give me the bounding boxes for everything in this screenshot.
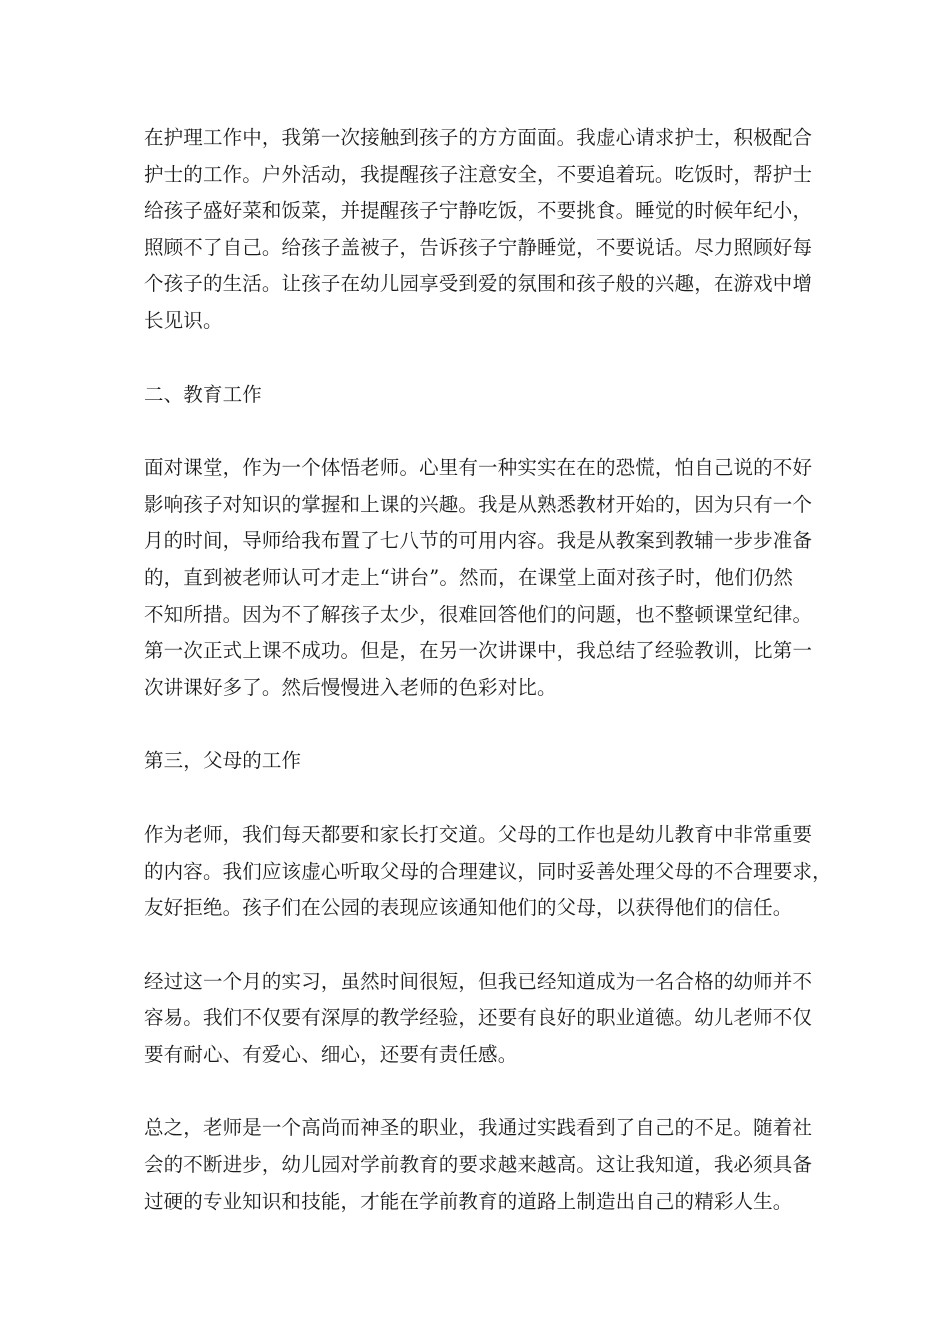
- paragraph-gap: [144, 340, 820, 377]
- paragraph-internship-reflection: [144, 964, 820, 1074]
- paragraph-parents-work: [144, 817, 832, 927]
- text-line: 总之，老师是一个高尚而神圣的职业，我通过实践看到了自己的不足。随着社: [144, 1116, 813, 1140]
- text-line: 影响孩子对知识的掌握和上课的兴趣。我是从熟悉教材开始的，因为只有一个: [144, 492, 813, 516]
- paragraph-gap: [144, 706, 820, 743]
- text-line: 要有耐心、有爱心、细心，还要有责任感。: [144, 1042, 518, 1066]
- text-line: 友好拒绝。孩子们在公园的表现应该通知他们的父母，以获得他们的信任。: [144, 896, 793, 920]
- text-line: 经过这一个月的实习，虽然时间很短，但我已经知道成为一名合格的幼师并不: [144, 969, 813, 993]
- text-line: 过硬的专业知识和技能，才能在学前教育的道路上制造出自己的精彩人生。: [144, 1189, 793, 1213]
- paragraph-gap: [144, 413, 820, 450]
- text-line: 会的不断进步，幼儿园对学前教育的要求越来越高。这让我知道，我必须具备: [144, 1153, 813, 1177]
- section-heading-parents: [144, 743, 820, 780]
- paragraph-gap: [144, 780, 820, 817]
- text-line: 作为老师，我们每天都要和家长打交道。父母的工作也是幼儿教育中非常重要: [144, 822, 813, 846]
- paragraph-nursing-work: [144, 120, 820, 340]
- text-line: 月的时间，导师给我布置了七八节的可用内容。我是从教案到教辅一步步准备: [144, 529, 813, 553]
- text-line: 在护理工作中，我第一次接触到孩子的方方面面。我虚心请求护士，积极配合: [144, 126, 813, 149]
- text-line: 个孩子的生活。让孩子在幼儿园享受到爱的氛围和孩子般的兴趣，在游戏中增: [144, 272, 813, 296]
- paragraph-gap: [144, 1073, 820, 1110]
- paragraph-gap: [144, 927, 820, 964]
- paragraph-conclusion: [144, 1110, 820, 1220]
- paragraph-education-work: [144, 450, 820, 706]
- text-line: 不知所措。因为不了解孩子太少，很难回答他们的问题，也不整顿课堂纪律。: [144, 602, 813, 626]
- text-line: 容易。我们不仅要有深厚的教学经验，还要有良好的职业道德。幼儿老师不仅: [144, 1006, 813, 1030]
- text-line: 第一次正式上课不成功。但是，在另一次讲课中，我总结了经验教训，比第一: [144, 639, 813, 663]
- text-line: 照顾不了自己。给孩子盖被子，告诉孩子宁静睡觉，不要说话。尽力照顾好每: [144, 235, 813, 259]
- text-line: 长见识。: [144, 308, 223, 332]
- text-line: 面对课堂，作为一个体悟老师。心里有一种实实在在的恐慌，怕自己说的不好: [144, 456, 813, 480]
- text-line: 给孩子盛好菜和饭菜，并提醒孩子宁静吃饭，不要挑食。睡觉的时候年纪小，: [144, 199, 813, 223]
- text-line: 次讲课好多了。然后慢慢进入老师的色彩对比。: [144, 675, 557, 699]
- text-line: 的内容。我们应该虚心听取父母的合理建议，同时妥善处理父母的不合理要求，: [144, 859, 832, 883]
- section-heading: 第三，父母的工作: [144, 749, 302, 773]
- document-body: [144, 120, 832, 1220]
- text-line: 的，直到被老师认可才走上“讲台”。然而，在课堂上面对孩子时，他们仍然: [144, 565, 794, 589]
- text-line: 护士的工作。户外活动，我提醒孩子注意安全，不要追着玩。吃饭时，帮护士: [144, 162, 813, 186]
- section-heading-education: [144, 377, 820, 414]
- section-heading: 二、教育工作: [144, 382, 262, 406]
